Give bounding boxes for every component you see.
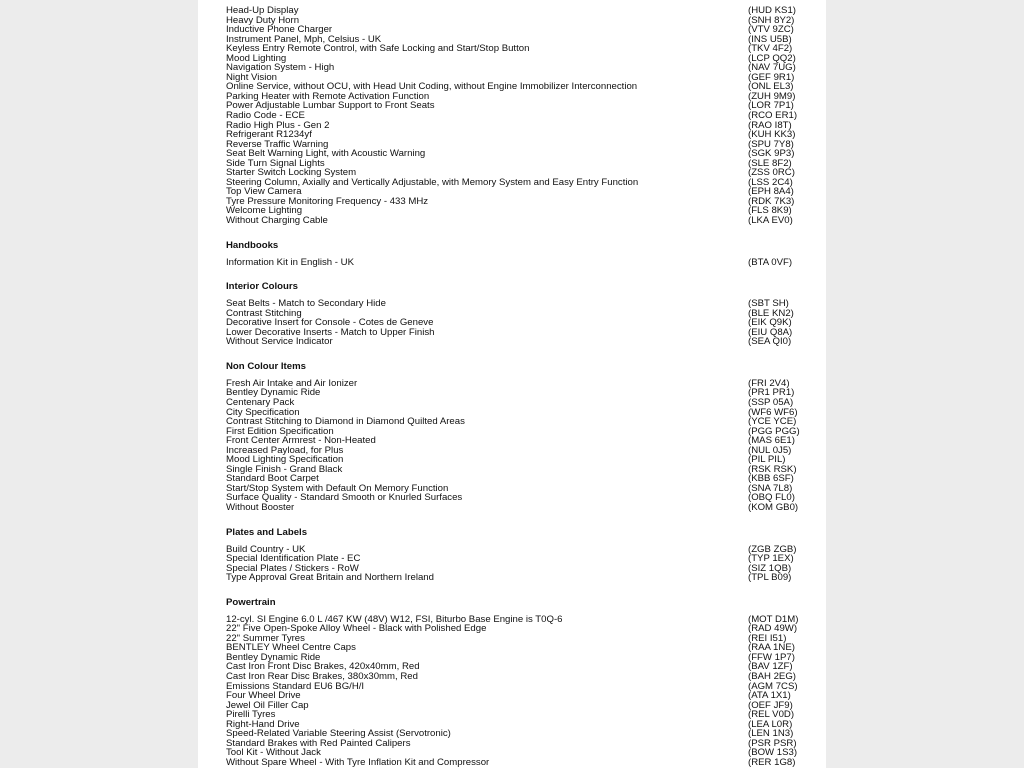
spec-item-label: Cast Iron Rear Disc Brakes, 380x30mm, Red [226,670,418,682]
spec-item [226,44,798,54]
spec-item-label: Contrast Stitching to Diamond in Diamond Quilted Areas [226,416,465,428]
spec-item-code: (KOM GB0) [748,501,799,513]
spec-item-label: Keyless Entry Remote Control, with Safe Locking and Start/Stop Button [226,43,530,55]
spec-item-label: Radio Code - ECE [226,110,305,122]
spec-item-code: (RSK RSK) [748,463,797,475]
spec-item-label: Standard Boot Carpet [226,473,319,485]
spec-item-label: Right-Hand Drive [226,718,300,730]
spec-item [226,299,798,309]
spec-item-label: Standard Brakes with Red Painted Calipers [226,737,411,749]
spec-item-label: BENTLEY Wheel Centre Caps [226,642,356,654]
spec-item-code: (RAD 49W) [748,623,798,635]
spec-item-code: (SEA QI0) [748,336,792,348]
spec-item-code: (PSR PSR) [748,737,797,749]
spec-item [226,503,798,513]
spec-item-code: (ONL EL3) [748,81,794,93]
spec-item-label: Without Booster [226,501,295,513]
spec-item [226,6,798,16]
document-page [198,0,826,768]
spec-item-code: (TKV 4F2) [748,43,793,55]
spec-item-label: Surface Quality - Standard Smooth or Knurled Surfaces [226,492,463,504]
spec-item-label: Without Spare Wheel - With Tyre Inflation Kit and Compressor [226,756,490,768]
spec-item-code: (RCO ER1) [748,110,798,122]
spec-item-code: (ATA 1X1) [748,690,791,702]
spec-item-code: (RAO I8T) [748,119,792,131]
spec-item-label: Cast Iron Front Disc Brakes, 420x40mm, Red [226,661,420,673]
section-heading: Interior Colours [226,281,298,293]
spec-item [226,398,798,408]
spec-item-code: (GEF 9R1) [748,71,795,83]
spec-item-label: Mood Lighting Specification [226,454,344,466]
spec-item-label: Start/Stop System with Default On Memory Function [226,482,449,494]
spec-item [226,682,798,692]
spec-item-code: (RDK 7K3) [748,195,795,207]
spec-item-code: (SIZ 1QB) [748,562,792,574]
spec-item-label: Instrument Panel, Mph, Celsius - UK [226,33,382,45]
spec-item [226,178,798,188]
spec-item-label: Pirelli Tyres [226,709,276,721]
spec-item-label: Special Identification Plate - EC [226,553,361,565]
spec-item-code: (TPL B09) [748,572,792,584]
spec-item-code: (ZGB ZGB) [748,543,797,555]
spec-item-label: Information Kit in English - UK [226,256,354,268]
spec-item-label: Single Finish - Grand Black [226,463,343,475]
spec-item-code: (REI I51) [748,632,787,644]
spec-item-code: (PIL PIL) [748,454,786,466]
spec-item-label: 22" Summer Tyres [226,632,305,644]
spec-item-label: Head-Up Display [226,5,299,16]
spec-item-code: (PR1 PR1) [748,387,795,399]
spec-item [226,573,798,583]
spec-item-label: Power Adjustable Lumbar Support to Front Seats [226,100,435,112]
spec-item-code: (MOT D1M) [748,613,799,625]
spec-item-label: Reverse Traffic Warning [226,138,329,150]
spec-item-label: Increased Payload, for Plus [226,444,344,456]
spec-item-label: Centenary Pack [226,396,295,408]
spec-item [226,691,798,701]
spec-item [226,258,798,268]
spec-item-label: Mood Lighting [226,52,287,64]
spec-item-code: (SNA 7L8) [748,482,793,494]
spec-item-label: Online Service, without OCU, with Head Unit Coding, without Engine Immobilizer Interconnection [226,81,638,93]
spec-item-label: Refrigerant R1234yf [226,129,312,141]
spec-item-label: Tool Kit - Without Jack [226,747,321,759]
spec-item-code: (LCP QQ2) [748,52,796,64]
spec-item-code: (BAH 2EG) [748,670,796,682]
spec-item-code: (EPH 8A4) [748,186,794,198]
spec-item [226,101,798,111]
section-heading: Handbooks [226,239,279,251]
spec-item-label: Jewel Oil Filler Cap [226,699,309,711]
spec-item-code: (AGM 7CS) [748,680,798,692]
spec-item-label: Seat Belts - Match to Secondary Hide [226,298,386,310]
spec-item-code: (SPU 7Y8) [748,138,794,150]
spec-item-code: (FRI 2V4) [748,377,790,389]
spec-item-label: Navigation System - High [226,62,335,74]
section-heading: Non Colour Items [226,360,306,372]
spec-item-code: (BLE KN2) [748,307,794,319]
spec-item [226,337,798,347]
spec-item-label: Four Wheel Drive [226,690,301,702]
spec-item-label: Seat Belt Warning Light, with Acoustic Warning [226,148,426,160]
spec-item-label: Without Service Indicator [226,336,333,348]
spec-item-label: Side Turn Signal Lights [226,157,325,169]
spec-item-label: Tyre Pressure Monitoring Frequency - 433 MHz [226,195,429,207]
spec-item-code: (SBT SH) [748,298,789,310]
spec-item [226,493,798,503]
spec-item-code: (LOR 7P1) [748,100,794,112]
spec-item-code: (LEA L0R) [748,718,793,730]
spec-item-label: City Specification [226,406,300,418]
spec-item [226,197,798,207]
spec-item-code: (KBB 6SF) [748,473,794,485]
spec-item-code: (LKA EV0) [748,215,793,227]
spec-item [226,63,798,73]
spec-item-code: (ZUH 9M9) [748,90,796,102]
spec-item-label: Radio High Plus - Gen 2 [226,119,330,131]
spec-item-code: (SNH 8Y2) [748,14,795,26]
spec-item-label: Without Charging Cable [226,215,328,227]
spec-item-label: 22" Five Open-Spoke Alloy Wheel - Black with Polished Edge [226,623,487,635]
spec-item-label: Night Vision [226,71,278,83]
spec-item-code: (VTV 9ZC) [748,24,794,36]
spec-item-code: (FLS 8K9) [748,205,792,217]
spec-item-code: (SLE 8F2) [748,157,792,169]
spec-item-code: (EIK Q9K) [748,317,792,329]
spec-item-code: (INS U5B) [748,33,792,45]
spec-item-label: Type Approval Great Britain and Northern Ireland [226,572,434,584]
spec-item-code: (BTA 0VF) [748,256,793,268]
spec-item-label: Build Country - UK [226,543,306,555]
spec-item-label: Lower Decorative Inserts - Match to Upper Finish [226,326,435,338]
spec-item-code: (PGG PGG) [748,425,800,437]
spec-item-label: Contrast Stitching [226,307,302,319]
spec-item-code: (MAS 6E1) [748,435,795,447]
spec-item-code: (WF6 WF6) [748,406,798,418]
spec-item-label: Bentley Dynamic Ride [226,387,321,399]
spec-item-label: 12-cyl. SI Engine 6.0 L /467 KW (48V) W12, FSI, Biturbo Base Engine is T0Q-6 [226,613,563,625]
spec-item-code: (EIU Q8A) [748,326,793,338]
spec-item-code: (YCE YCE) [748,416,797,428]
spec-item-code: (LEN 1N3) [748,728,794,740]
spec-item-code: (RAA 1NE) [748,642,795,654]
spec-item-label: Welcome Lighting [226,205,303,217]
spec-item-label: First Edition Specification [226,425,334,437]
spec-item-label: Parking Heater with Remote Activation Function [226,90,430,102]
spec-item-code: (FFW 1P7) [748,651,795,663]
spec-item-label: Fresh Air Intake and Air Ionizer [226,377,358,389]
spec-list [226,6,798,767]
spec-item-code: (NAV 7UG) [748,62,796,74]
spec-item [226,710,798,720]
spec-item-label: Inductive Phone Charger [226,24,333,36]
spec-item-code: (TYP 1EX) [748,553,794,565]
spec-item-code: (ZSS 0RC) [748,167,795,179]
spec-item-code: (REL V0D) [748,709,795,721]
spec-item-label: Heavy Duty Horn [226,14,300,26]
spec-item-code: (OBQ FL0) [748,492,795,504]
spec-item-code: (KUH KK3) [748,129,796,141]
spec-item-code: (OEF JF9) [748,699,793,711]
spec-item [226,701,798,711]
spec-item-label: Special Plates / Stickers - RoW [226,562,359,574]
spec-item-code: (SGK 9P3) [748,148,795,160]
spec-item-label: Steering Column, Axially and Vertically Adjustable, with Memory System and Easy Entry Function [226,176,639,188]
spec-item-label: Bentley Dynamic Ride [226,651,321,663]
spec-item-label: Speed-Related Variable Steering Assist (Servotronic) [226,728,451,740]
spec-item [226,624,798,634]
spec-item-label: Front Center Armrest - Non-Heated [226,435,376,447]
spec-item-code: (LSS 2C4) [748,176,793,188]
section-heading: Plates and Labels [226,526,308,538]
spec-item-label: Top View Camera [226,186,302,198]
spec-item-label: Decorative Insert for Console - Cotes de Geneve [226,317,434,329]
spec-item-code: (NUL 0J5) [748,444,792,456]
spec-item-code: (SSP 05A) [748,396,794,408]
section-heading: Powertrain [226,596,276,608]
spec-item-code: (BAV 1ZF) [748,661,793,673]
spec-item-label: Starter Switch Locking System [226,167,357,179]
spec-item [226,216,798,226]
spec-item-code: (HUD KS1) [748,5,796,16]
spec-item-label: Emissions Standard EU6 BG/H/I [226,680,365,692]
spec-item-code: (BOW 1S3) [748,747,798,759]
spec-item [226,758,798,768]
spec-item-code: (RER 1G8) [748,756,796,768]
spec-item [226,388,798,398]
